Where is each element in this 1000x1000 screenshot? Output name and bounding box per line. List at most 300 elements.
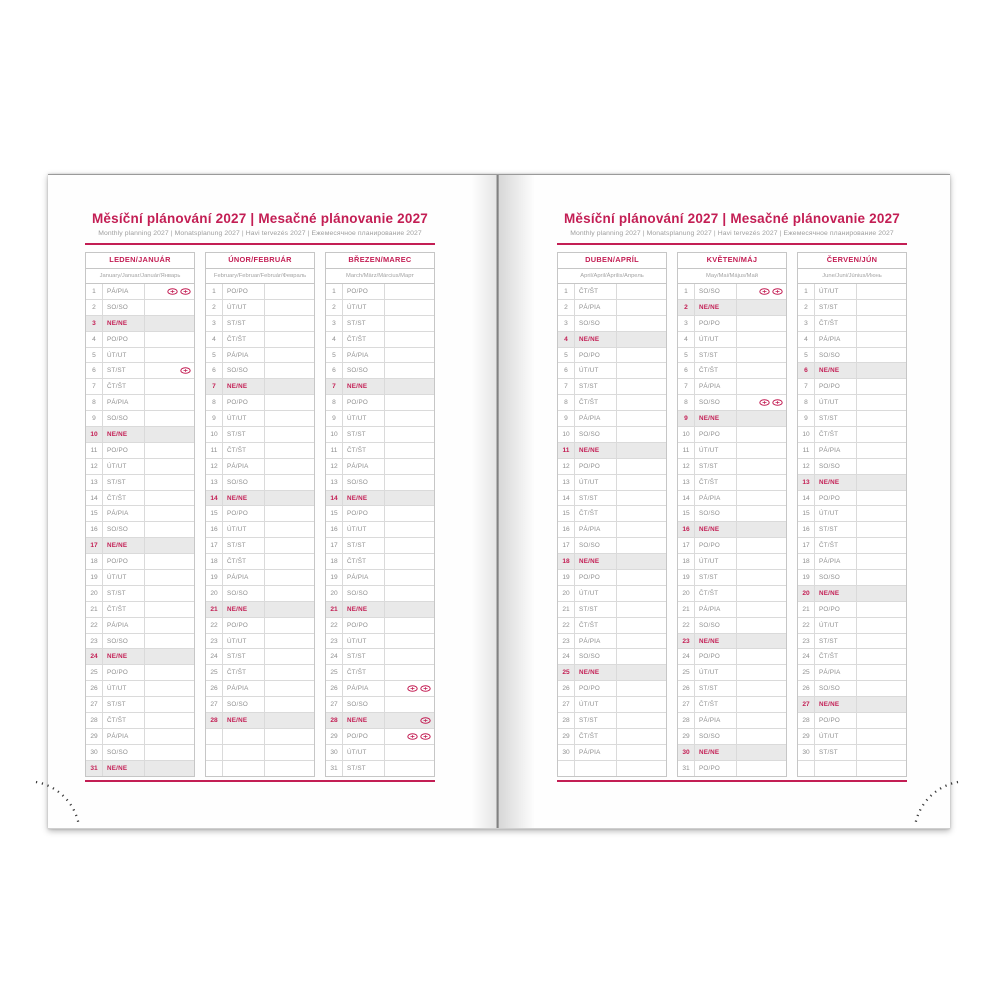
notes-cell [385, 491, 434, 506]
day-number: 17 [206, 538, 223, 553]
notes-cell [265, 379, 314, 394]
day-row [678, 475, 786, 491]
day-number: 24 [798, 649, 815, 664]
day-row [558, 316, 666, 332]
notes-cell [857, 459, 906, 474]
day-number: 6 [558, 363, 575, 378]
notes-cell [857, 586, 906, 601]
notes-cell [145, 713, 194, 728]
day-abbrev: ÚT/UT [223, 300, 265, 315]
notes-cell [737, 363, 786, 378]
day-row [206, 522, 314, 538]
notes-cell [145, 475, 194, 490]
day-abbrev: NE/NE [815, 363, 857, 378]
day-abbrev: PO/PO [343, 618, 385, 633]
day-row [798, 570, 906, 586]
day-row [558, 729, 666, 745]
day-row [798, 649, 906, 665]
holiday-icon [420, 733, 431, 740]
month-subtitle: January/Januar/Január/Январь [86, 269, 194, 285]
day-abbrev: PO/PO [815, 713, 857, 728]
notes-cell [857, 284, 906, 299]
day-row [326, 316, 434, 332]
day-number: 14 [326, 491, 343, 506]
notes-cell [385, 395, 434, 410]
notes-cell [385, 459, 434, 474]
day-abbrev: ÚT/UT [103, 348, 145, 363]
day-number: 4 [86, 332, 103, 347]
day-abbrev: PO/PO [343, 729, 385, 744]
day-number: 23 [206, 634, 223, 649]
day-abbrev: PÁ/PIA [223, 459, 265, 474]
notes-cell [737, 348, 786, 363]
notes-cell [737, 745, 786, 760]
month-name: LEDEN/JANUÁR [86, 253, 194, 269]
month-days-grid [678, 284, 786, 776]
day-number: 13 [326, 475, 343, 490]
day-row [206, 379, 314, 395]
day-number: 8 [798, 395, 815, 410]
notes-cell [385, 761, 434, 776]
day-row [798, 618, 906, 634]
day-abbrev: ST/ST [223, 649, 265, 664]
month-name: KVĚTEN/MÁJ [678, 253, 786, 269]
day-abbrev: ČT/ŠT [575, 395, 617, 410]
page-title: Měsíční plánování 2027 | Mesačné plánovanie 2027 [91, 211, 429, 226]
day-abbrev: PÁ/PIA [695, 379, 737, 394]
day-abbrev: NE/NE [343, 491, 385, 506]
day-number: 28 [326, 713, 343, 728]
notes-cell [145, 427, 194, 442]
day-abbrev: ST/ST [815, 634, 857, 649]
day-abbrev [223, 745, 265, 760]
day-number: 25 [326, 665, 343, 680]
day-row [798, 522, 906, 538]
day-number: 27 [206, 697, 223, 712]
day-number: 12 [86, 459, 103, 474]
notes-cell [385, 411, 434, 426]
day-number: 4 [678, 332, 695, 347]
empty-row [206, 761, 314, 776]
day-abbrev: SO/SO [815, 459, 857, 474]
day-row [326, 475, 434, 491]
day-row [798, 745, 906, 761]
notes-cell [385, 681, 434, 696]
day-number: 24 [326, 649, 343, 664]
day-row [798, 665, 906, 681]
day-number: 13 [558, 475, 575, 490]
day-number: 15 [206, 506, 223, 521]
day-abbrev: PO/PO [695, 427, 737, 442]
notes-cell [617, 634, 666, 649]
day-row [206, 538, 314, 554]
day-number: 27 [86, 697, 103, 712]
holiday-icon [759, 399, 770, 406]
notes-cell [617, 427, 666, 442]
day-row [206, 427, 314, 443]
day-row [558, 570, 666, 586]
day-number: 10 [326, 427, 343, 442]
notes-cell [265, 411, 314, 426]
notes-cell [145, 570, 194, 585]
day-number: 17 [558, 538, 575, 553]
day-row [558, 363, 666, 379]
day-number: 15 [798, 506, 815, 521]
day-number: 18 [798, 554, 815, 569]
day-row [798, 729, 906, 745]
page-subtitle: Monthly planning 2027 | Monatsplanung 2027 | Havi tervezés 2027 | Ежемесячное планирование 2027 [98, 230, 422, 237]
day-number: 1 [558, 284, 575, 299]
month-subtitle: June/Juni/Június/Июнь [798, 269, 906, 285]
day-number: 18 [678, 554, 695, 569]
day-abbrev: NE/NE [575, 443, 617, 458]
notes-cell [857, 697, 906, 712]
day-row [326, 284, 434, 300]
notes-cell [265, 363, 314, 378]
day-number: 14 [798, 491, 815, 506]
notes-cell [617, 316, 666, 331]
notes-cell [737, 713, 786, 728]
day-abbrev: ST/ST [575, 491, 617, 506]
page-right [497, 175, 950, 828]
month-days-grid [558, 284, 666, 776]
day-abbrev: PO/PO [103, 665, 145, 680]
day-row [798, 491, 906, 507]
day-abbrev: PÁ/PIA [103, 618, 145, 633]
notes-cell [385, 506, 434, 521]
notes-cell [265, 681, 314, 696]
empty-row [206, 729, 314, 745]
empty-row [558, 761, 666, 776]
day-row [86, 427, 194, 443]
notes-cell [737, 586, 786, 601]
day-row [678, 300, 786, 316]
day-number [798, 761, 815, 776]
notes-cell [265, 348, 314, 363]
notes-cell [737, 506, 786, 521]
notes-cell [737, 729, 786, 744]
day-number: 16 [558, 522, 575, 537]
notes-cell [857, 761, 906, 776]
day-row [678, 522, 786, 538]
day-abbrev: PÁ/PIA [343, 681, 385, 696]
day-abbrev: NE/NE [695, 411, 737, 426]
day-abbrev: SO/SO [223, 697, 265, 712]
day-abbrev: PÁ/PIA [343, 348, 385, 363]
day-abbrev: SO/SO [103, 411, 145, 426]
day-row [678, 586, 786, 602]
day-number: 16 [798, 522, 815, 537]
months-row [85, 252, 435, 777]
day-abbrev: ST/ST [815, 411, 857, 426]
day-row [206, 634, 314, 650]
day-row [206, 554, 314, 570]
day-abbrev: SO/SO [815, 570, 857, 585]
day-abbrev: PO/PO [223, 284, 265, 299]
day-number: 5 [678, 348, 695, 363]
day-abbrev: PO/PO [575, 348, 617, 363]
day-row [558, 411, 666, 427]
day-abbrev: SO/SO [223, 363, 265, 378]
notes-cell [145, 300, 194, 315]
day-abbrev: SO/SO [103, 745, 145, 760]
month-name: DUBEN/APRÍL [558, 253, 666, 269]
day-number: 1 [86, 284, 103, 299]
day-number: 9 [206, 411, 223, 426]
day-abbrev: PO/PO [343, 395, 385, 410]
day-abbrev: PÁ/PIA [695, 602, 737, 617]
notes-cell [265, 506, 314, 521]
day-abbrev: NE/NE [695, 522, 737, 537]
day-row [206, 665, 314, 681]
day-abbrev: PÁ/PIA [343, 459, 385, 474]
day-number: 15 [86, 506, 103, 521]
day-number: 6 [798, 363, 815, 378]
notes-cell [265, 665, 314, 680]
day-abbrev: PO/PO [103, 554, 145, 569]
day-abbrev [223, 761, 265, 776]
day-number: 22 [326, 618, 343, 633]
notes-cell [617, 459, 666, 474]
notes-cell [617, 618, 666, 633]
day-row [678, 761, 786, 776]
month-name: ČERVEN/JÚN [798, 253, 906, 269]
day-abbrev: ST/ST [815, 300, 857, 315]
notes-cell [265, 602, 314, 617]
notes-cell [145, 459, 194, 474]
notes-cell [617, 348, 666, 363]
notes-cell [617, 363, 666, 378]
day-number: 22 [86, 618, 103, 633]
day-row [86, 363, 194, 379]
notes-cell [145, 443, 194, 458]
day-abbrev: SO/SO [695, 284, 737, 299]
day-abbrev: ÚT/UT [695, 554, 737, 569]
day-number: 27 [678, 697, 695, 712]
day-number: 28 [206, 713, 223, 728]
day-row [206, 363, 314, 379]
notes-cell [265, 316, 314, 331]
day-abbrev: ČT/ŠT [575, 618, 617, 633]
day-abbrev: PÁ/PIA [695, 713, 737, 728]
day-row [326, 634, 434, 650]
day-number: 22 [678, 618, 695, 633]
notes-cell [385, 665, 434, 680]
notes-cell [737, 634, 786, 649]
day-row [678, 395, 786, 411]
day-row [798, 475, 906, 491]
day-number [206, 729, 223, 744]
notes-cell [385, 522, 434, 537]
day-abbrev: NE/NE [343, 602, 385, 617]
day-number: 27 [798, 697, 815, 712]
day-number: 17 [326, 538, 343, 553]
notes-cell [385, 697, 434, 712]
day-row [678, 665, 786, 681]
day-number: 29 [86, 729, 103, 744]
day-row [798, 554, 906, 570]
day-abbrev: PO/PO [223, 395, 265, 410]
day-row [798, 697, 906, 713]
day-number: 17 [798, 538, 815, 553]
day-row [558, 538, 666, 554]
day-number: 22 [558, 618, 575, 633]
day-row [206, 459, 314, 475]
day-row [86, 300, 194, 316]
day-row [558, 522, 666, 538]
day-number: 7 [558, 379, 575, 394]
day-abbrev: SO/SO [575, 316, 617, 331]
notes-cell [857, 554, 906, 569]
day-abbrev: SO/SO [815, 348, 857, 363]
day-row [678, 411, 786, 427]
notes-cell [145, 665, 194, 680]
day-abbrev: SO/SO [343, 363, 385, 378]
day-row [326, 761, 434, 776]
day-number: 18 [558, 554, 575, 569]
notes-cell [145, 316, 194, 331]
day-abbrev: PÁ/PIA [103, 395, 145, 410]
day-row [798, 379, 906, 395]
day-row [678, 634, 786, 650]
day-abbrev: PÁ/PIA [815, 443, 857, 458]
day-row [558, 491, 666, 507]
day-row [558, 634, 666, 650]
notes-cell [617, 443, 666, 458]
day-row [678, 618, 786, 634]
notes-cell [145, 363, 194, 378]
day-row [326, 665, 434, 681]
day-abbrev: ČT/ŠT [575, 506, 617, 521]
day-number: 4 [206, 332, 223, 347]
notes-cell [265, 618, 314, 633]
day-abbrev: ČT/ŠT [695, 697, 737, 712]
day-row [558, 332, 666, 348]
notes-cell [385, 538, 434, 553]
notes-cell [737, 316, 786, 331]
day-number: 27 [558, 697, 575, 712]
day-row [558, 713, 666, 729]
day-row [206, 506, 314, 522]
day-abbrev: ST/ST [575, 713, 617, 728]
day-abbrev: ÚT/UT [815, 506, 857, 521]
day-row [678, 681, 786, 697]
holiday-icon [420, 685, 431, 692]
day-number: 25 [798, 665, 815, 680]
day-number: 29 [798, 729, 815, 744]
day-abbrev: ÚT/UT [575, 363, 617, 378]
day-row [86, 411, 194, 427]
empty-row [206, 745, 314, 761]
day-number: 30 [558, 745, 575, 760]
day-abbrev: ST/ST [575, 602, 617, 617]
day-abbrev: PO/PO [343, 284, 385, 299]
day-number: 23 [326, 634, 343, 649]
day-number: 31 [678, 761, 695, 776]
day-abbrev: ÚT/UT [343, 634, 385, 649]
day-abbrev: PÁ/PIA [103, 729, 145, 744]
notes-cell [145, 586, 194, 601]
day-row [86, 491, 194, 507]
day-number: 23 [798, 634, 815, 649]
day-row [326, 681, 434, 697]
day-number: 11 [798, 443, 815, 458]
day-abbrev: ČT/ŠT [343, 443, 385, 458]
day-abbrev: ČT/ŠT [343, 332, 385, 347]
day-abbrev: PÁ/PIA [343, 570, 385, 585]
day-number: 26 [678, 681, 695, 696]
day-number: 4 [798, 332, 815, 347]
day-number: 14 [558, 491, 575, 506]
day-row [206, 681, 314, 697]
day-abbrev: ST/ST [815, 522, 857, 537]
day-number: 19 [86, 570, 103, 585]
day-abbrev: NE/NE [103, 427, 145, 442]
day-abbrev: ST/ST [815, 745, 857, 760]
notes-cell [857, 602, 906, 617]
day-number: 9 [86, 411, 103, 426]
day-row [558, 427, 666, 443]
day-row [798, 332, 906, 348]
day-number: 7 [206, 379, 223, 394]
day-abbrev: ČT/ŠT [223, 443, 265, 458]
month-name: ÚNOR/FEBRUÁR [206, 253, 314, 269]
day-abbrev: ST/ST [695, 570, 737, 585]
month-table [325, 252, 435, 777]
day-row [798, 284, 906, 300]
day-number: 23 [678, 634, 695, 649]
day-number: 5 [558, 348, 575, 363]
day-abbrev: ÚT/UT [103, 681, 145, 696]
day-number: 28 [86, 713, 103, 728]
day-abbrev: SO/SO [695, 395, 737, 410]
notes-cell [857, 363, 906, 378]
day-number: 5 [798, 348, 815, 363]
months-row [557, 252, 907, 777]
day-abbrev: PO/PO [815, 491, 857, 506]
day-abbrev: ST/ST [343, 316, 385, 331]
day-abbrev: ČT/ŠT [815, 316, 857, 331]
day-row [206, 475, 314, 491]
day-abbrev: PO/PO [223, 618, 265, 633]
notes-cell [617, 411, 666, 426]
notes-cell [617, 300, 666, 315]
day-number: 29 [678, 729, 695, 744]
day-number: 19 [558, 570, 575, 585]
day-number: 20 [86, 586, 103, 601]
day-row [86, 729, 194, 745]
day-row [206, 697, 314, 713]
day-row [86, 506, 194, 522]
day-row [206, 713, 314, 729]
notes-cell [385, 713, 434, 728]
day-row [86, 586, 194, 602]
notes-cell [617, 649, 666, 664]
day-number: 7 [798, 379, 815, 394]
notes-cell [265, 332, 314, 347]
day-abbrev: ÚT/UT [343, 411, 385, 426]
notes-cell [857, 300, 906, 315]
month-name: BŘEZEN/MAREC [326, 253, 434, 269]
notes-cell [737, 443, 786, 458]
day-number: 18 [326, 554, 343, 569]
notes-cell [265, 649, 314, 664]
month-table [797, 252, 907, 777]
notes-cell [385, 427, 434, 442]
notes-cell [145, 395, 194, 410]
day-number: 5 [326, 348, 343, 363]
day-number: 3 [558, 316, 575, 331]
